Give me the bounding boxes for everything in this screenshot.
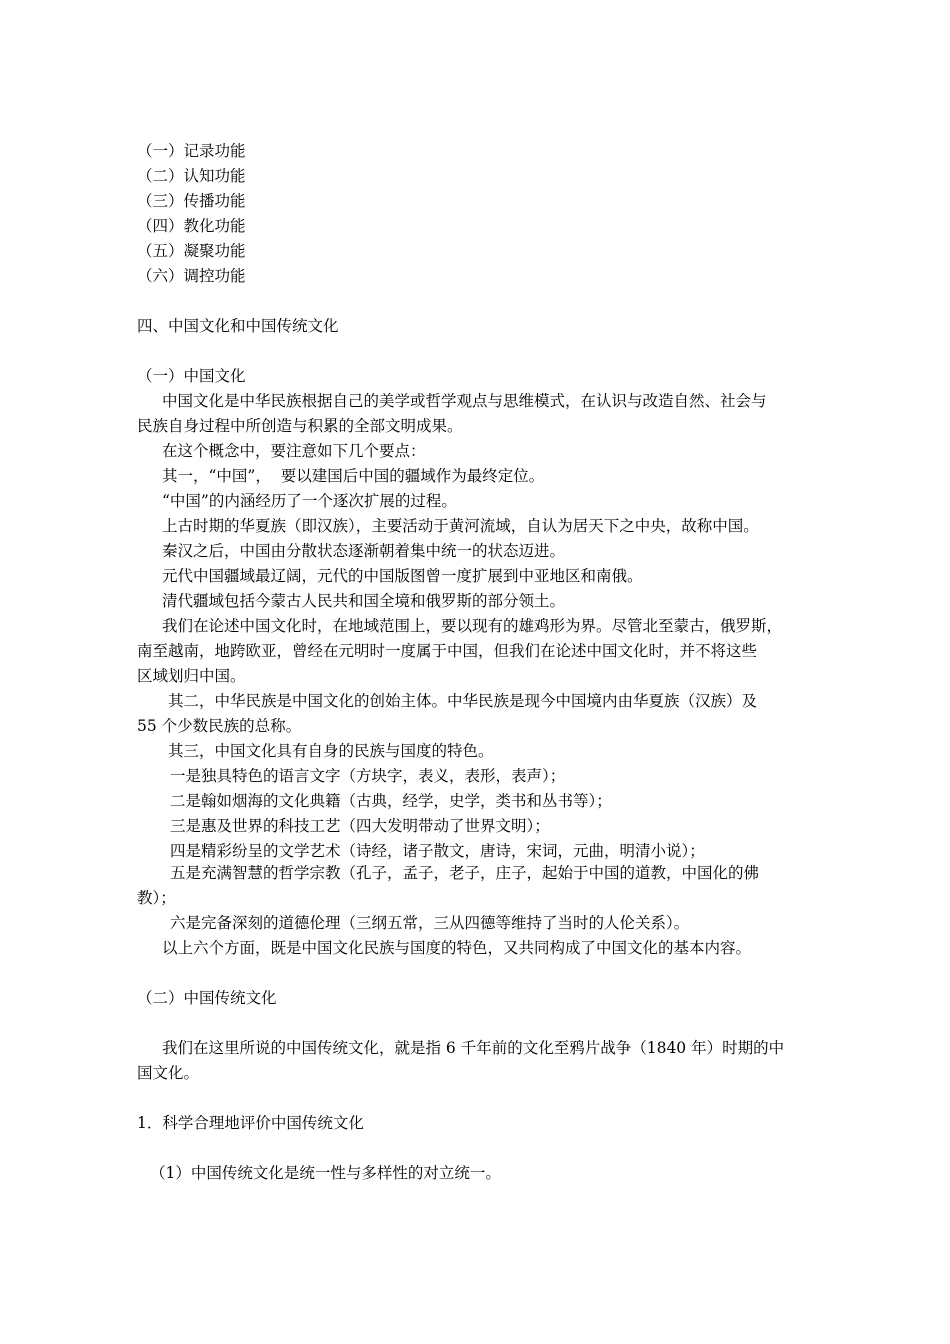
- summary: 以上六个方面，既是中国文化民族与国度的特色，又共同构成了中国文化的基本内容。: [162, 939, 752, 957]
- point-one-detail-c: 秦汉之后，中国由分散状态逐渐朝着集中统一的状态迈进。: [162, 542, 566, 560]
- point-one-detail-b: 上古时期的华夏族（即汉族），主要活动于黄河流域，自认为居天下之中央，故称中国。: [162, 517, 759, 535]
- definition-line-2: 民族自身过程中所创造与积累的全部文明成果。: [137, 417, 463, 435]
- point-one-detail-e: 清代疆域包括今蒙古人民共和国全境和俄罗斯的部分领土。: [162, 592, 566, 610]
- numbered-heading-1: 1．科学合理地评价中国传统文化: [137, 1114, 364, 1132]
- function-item-5: （五）凝聚功能: [137, 242, 246, 260]
- function-item-1: （一）记录功能: [137, 142, 246, 160]
- points-intro: 在这个概念中，要注意如下几个要点：: [162, 442, 426, 460]
- subsection-heading-traditional-culture: （二）中国传统文化: [137, 989, 277, 1007]
- definition-line-1: 中国文化是中华民族根据自己的美学或哲学观点与思维模式，在认识与改造自然、社会与: [162, 392, 767, 410]
- point-one: 其一，“中国”， 要以建国后中国的疆域作为最终定位。: [162, 467, 545, 485]
- section-heading: 四、中国文化和中国传统文化: [137, 317, 339, 335]
- feature-6: 六是完备深刻的道德伦理（三纲五常，三从四德等维持了当时的人伦关系）。: [170, 914, 690, 932]
- point-one-detail-a: “中国”的内涵经历了一个逐次扩展的过程。: [162, 492, 457, 510]
- point-one-detail-f-line-3: 区域划归中国。: [137, 667, 246, 685]
- point-one-detail-d: 元代中国疆域最辽阔，元代的中国版图曾一度扩展到中亚地区和南俄。: [162, 567, 643, 585]
- function-item-2: （二）认知功能: [137, 167, 246, 185]
- traditional-definition-line-1: 我们在这里所说的中国传统文化，就是指 6 千年前的文化至鸦片战争（1840 年）时期的中: [162, 1039, 785, 1057]
- function-item-6: （六）调控功能: [137, 267, 246, 285]
- point-two-line-2: 55 个少数民族的总称。: [137, 717, 302, 735]
- feature-5-line-2: 教）；: [137, 889, 176, 907]
- feature-1: 一是独具特色的语言文字（方块字，表义，表形，表声）；: [170, 767, 566, 785]
- point-one-detail-f-line-2: 南至越南，地跨欧亚，曾经在元明时一度属于中国，但我们在论述中国文化时，并不将这些: [137, 642, 758, 660]
- point-two-line-1: 其二，中华民族是中国文化的创始主体。中华民族是现今中国境内由华夏族（汉族）及: [168, 692, 758, 710]
- feature-2: 二是翰如烟海的文化典籍（古典，经学，史学，类书和丛书等）；: [170, 792, 612, 810]
- feature-4: 四是精彩纷呈的文学艺术（诗经，诸子散文，唐诗，宋词，元曲，明清小说）；: [170, 842, 705, 860]
- feature-3: 三是惠及世界的科技工艺（四大发明带动了世界文明）；: [170, 817, 550, 835]
- point-three: 其三，中国文化具有自身的民族与国度的特色。: [168, 742, 494, 760]
- traditional-definition-line-2: 国文化。: [137, 1064, 200, 1082]
- feature-5-line-1: 五是充满智慧的哲学宗教（孔子，孟子，老子，庄子，起始于中国的道教，中国化的佛: [170, 864, 760, 882]
- numbered-subitem-1: （1）中国传统文化是统一性与多样性的对立统一。: [150, 1164, 501, 1182]
- point-one-detail-f-line-1: 我们在论述中国文化时，在地域范围上，要以现有的雄鸡形为界。尽管北至蒙古，俄罗斯，: [162, 617, 783, 635]
- function-item-3: （三）传播功能: [137, 192, 246, 210]
- function-item-4: （四）教化功能: [137, 217, 246, 235]
- subsection-heading-chinese-culture: （一）中国文化: [137, 367, 246, 385]
